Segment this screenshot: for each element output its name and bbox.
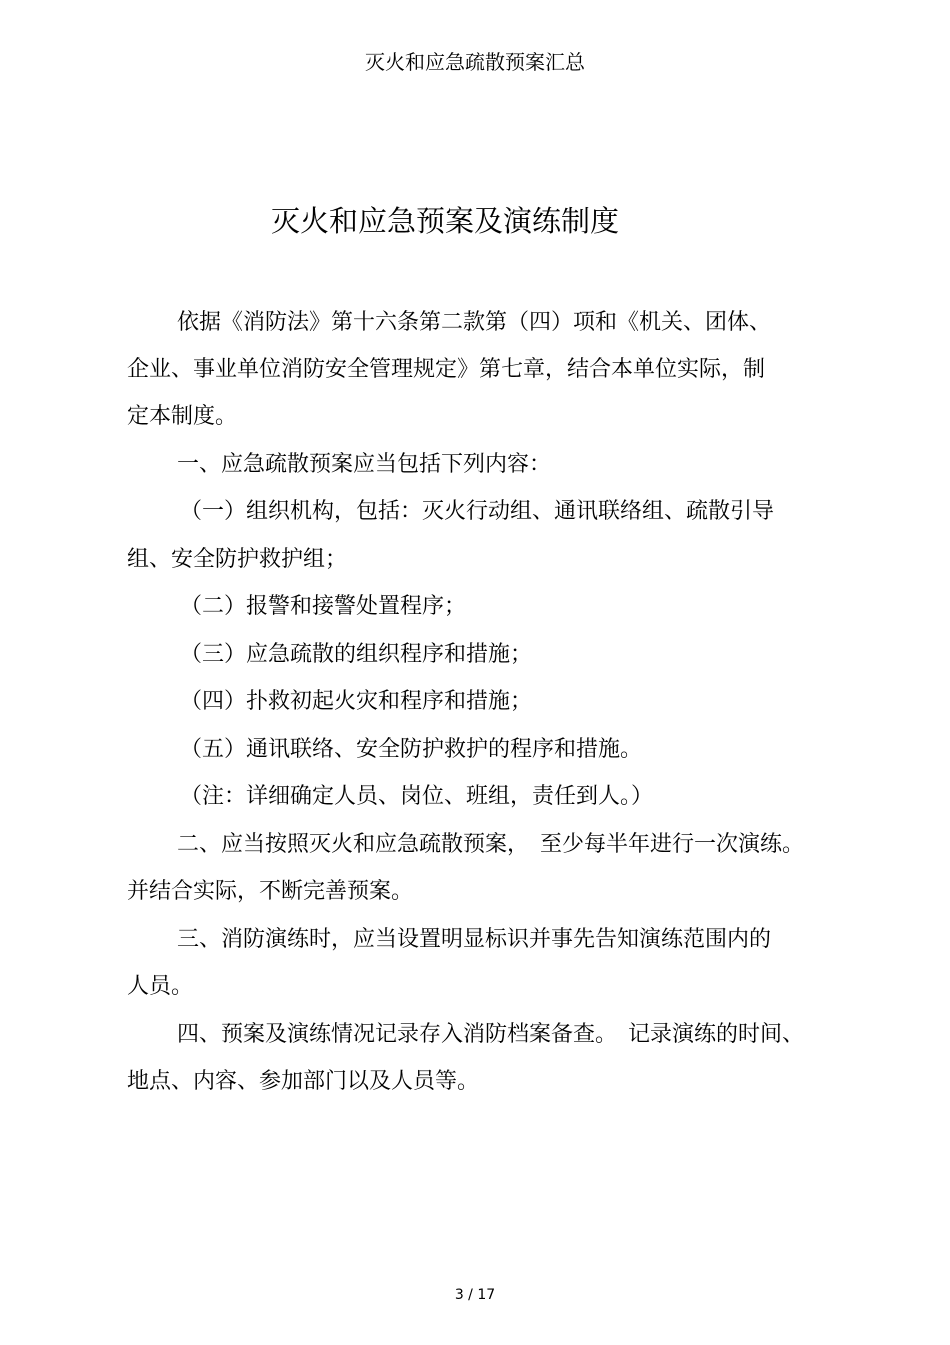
- body-line: 人员。: [127, 974, 194, 999]
- page-number: 3 / 17: [454, 1287, 496, 1303]
- section-heading: 三、消防演练时，应当设置明显标识并事先告知演练范围内的: [177, 927, 772, 952]
- section-heading: 二、应当按照灭火和应急疏散预案， 至少每半年进行一次演练。: [177, 832, 805, 857]
- list-item: （四）扑救初起火灾和程序和措施；: [180, 689, 533, 714]
- body-line: 组、安全防护救护组；: [127, 547, 348, 572]
- section-heading: 一、应急疏散预案应当包括下列内容：: [177, 452, 552, 477]
- body-line: 企业、事业单位消防安全管理规定》第七章，结合本单位实际，制: [127, 357, 766, 382]
- body-line: 定本制度。: [127, 404, 238, 429]
- list-item: （五）通讯联络、安全防护救护的程序和措施。: [180, 737, 643, 762]
- list-item: （二）报警和接警处置程序；: [180, 594, 467, 619]
- list-item: （三）应急疏散的组织程序和措施；: [180, 642, 533, 667]
- running-header: 灭火和应急疏散预案汇总: [365, 50, 585, 74]
- body-line: 依据《消防法》第十六条第二款第（四）项和《机关、团体、: [177, 310, 772, 335]
- body-line: 地点、内容、参加部门以及人员等。: [127, 1069, 480, 1094]
- note-line: （注：详细确定人员、岗位、班组，责任到人。）: [180, 784, 654, 809]
- section-heading: 四、预案及演练情况记录存入消防档案备查。 记录演练的时间、: [177, 1022, 805, 1047]
- body-line: 并结合实际，不断完善预案。: [127, 879, 414, 904]
- list-item: （一）组织机构，包括：灭火行动组、通讯联络组、疏散引导: [180, 499, 775, 524]
- document-title: 灭火和应急预案及演练制度: [270, 204, 619, 238]
